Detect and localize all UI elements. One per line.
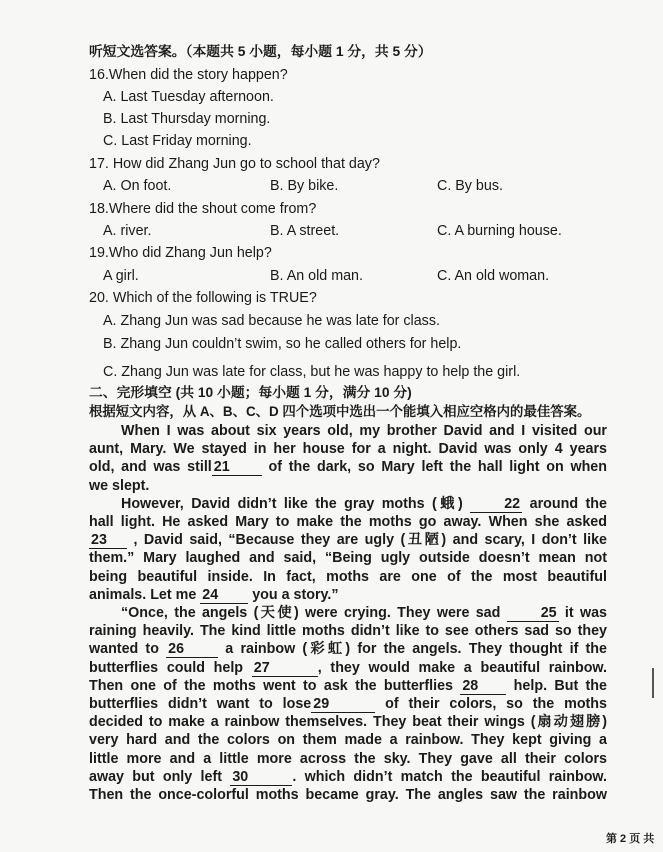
passage-line — [89, 549, 607, 567]
passage-text: “Once, the angels (天使) were crying. They were sad — [121, 605, 507, 622]
q20-option-b: B. Zhang Jun couldn’t swim, so he called others for help. — [103, 336, 462, 352]
passage-line — [89, 586, 607, 604]
passage-text: old, and was still — [89, 459, 212, 476]
q18-option-b: B. A street. — [270, 223, 340, 239]
passage-line — [89, 440, 607, 458]
passage-text: we slept. — [89, 477, 150, 494]
q17-option-c: C. By bus. — [437, 178, 503, 194]
question-16: 16.When did the story happen? — [89, 67, 288, 83]
passage-line — [89, 604, 607, 622]
q17-option-b: B. By bike. — [270, 178, 339, 194]
passage-line — [89, 622, 607, 640]
page-footer: 第 2 页 共 — [606, 833, 655, 845]
q16-option-b: B. Last Thursday morning. — [103, 111, 271, 127]
passage-line — [89, 677, 607, 695]
blank-29: 29 — [311, 697, 375, 713]
blank-27: 27 — [252, 661, 318, 677]
passage-line — [89, 495, 607, 513]
blank-26: 26 — [166, 642, 218, 658]
passage-text: you a story.” — [248, 586, 339, 603]
blank-24: 24 — [200, 588, 248, 604]
passage-text: little more and a little more across the sky. They gave all their colors — [89, 750, 607, 767]
q16-option-a: A. Last Tuesday afternoon. — [103, 89, 274, 105]
passage-line — [89, 695, 607, 713]
passage-text: Then the once-colorful moths became gray. The angles saw the rainbow — [89, 787, 607, 804]
passage-text: raining heavily. The kind little moths didn’t like to see others sad so they — [89, 623, 607, 640]
passage-text: butterflies didn’t want to lose — [89, 696, 312, 713]
passage-text: it was — [558, 605, 607, 622]
passage-text: help. But the — [506, 677, 607, 694]
passage-line — [89, 477, 607, 495]
passage-text: being beautiful inside. In fact, moths are one of the most beautiful — [89, 568, 607, 585]
passage-text: very hard and the colors on them made a rainbow. They kept giving a — [89, 732, 607, 749]
passage-text: aunt, Mary. We stayed in her house for a night. David was only 4 years — [89, 441, 607, 458]
section2-instruction: 根据短文内容，从 A、B、C、D 四个选项中选出一个能填入相应空格内的最佳答案。 — [89, 404, 591, 419]
passage-text: However, David didn’t like the gray moths (蛾) — [121, 495, 471, 512]
passage-text: . which didn’t match the beautiful rainbow. — [292, 768, 607, 785]
question-17: 17. How did Zhang Jun go to school that day? — [89, 156, 380, 172]
margin-mark — [652, 668, 654, 698]
blank-30: 30 — [230, 770, 292, 786]
q20-option-a: A. Zhang Jun was sad because he was late for class. — [103, 313, 440, 329]
passage-text: When I was about six years old, my brother David and I visited our — [121, 423, 607, 439]
passage-text: wanted to — [89, 641, 167, 658]
section2-header: 二、完形填空 (共 10 小题；每小题 1 分，满分 10 分) — [89, 385, 412, 400]
q20-option-c: C. Zhang Jun was late for class, but he was happy to help the girl. — [103, 364, 521, 380]
blank-21: 21 — [212, 460, 262, 476]
q19-option-b: B. An old man. — [270, 268, 363, 284]
passage-text: a rainbow (彩虹) for the angels. They thought if the — [218, 641, 607, 658]
passage-text: , they would make a beautiful rainbow. — [317, 659, 607, 676]
q19-option-c: C. An old woman. — [437, 268, 550, 284]
passage-text: Then one of the moths went to ask the butterflies — [89, 677, 461, 694]
q17-option-a: A. On foot. — [103, 178, 172, 194]
passage-text: , David said, “Because they are ugly (丑陋) and scary, I don’t like — [127, 532, 607, 549]
q16-option-c: C. Last Friday morning. — [103, 133, 252, 149]
question-19: 19.Who did Zhang Jun help? — [89, 245, 272, 261]
passage-text: away but only left — [89, 768, 231, 785]
passage-line — [89, 513, 607, 531]
passage-text: of their colors, so the moths — [375, 696, 607, 713]
q18-option-c: C. A burning house. — [437, 223, 562, 239]
question-20: 20. Which of the following is TRUE? — [89, 290, 317, 306]
passage-line — [89, 531, 607, 549]
passage-line — [89, 640, 607, 658]
blank-23: 23 — [89, 533, 127, 549]
passage-line — [89, 422, 607, 440]
blank-28: 28 — [460, 679, 506, 695]
blank-25: 25 — [507, 606, 559, 622]
passage-line — [89, 659, 607, 677]
section1-header: 听短文选答案。（本题共 5 小题，每小题 1 分，共 5 分） — [89, 44, 432, 59]
cloze-passage — [89, 422, 607, 804]
passage-text: of the dark, so Mary left the hall light on when — [261, 459, 607, 476]
passage-line — [89, 768, 607, 786]
passage-text: decided to make a rainbow themselves. They beat their wings (扇动翅膀) — [89, 714, 607, 731]
passage-line — [89, 713, 607, 731]
q18-option-a: A. river. — [103, 223, 152, 239]
passage-line — [89, 731, 607, 749]
question-18: 18.Where did the shout come from? — [89, 201, 317, 217]
passage-text: hall light. He asked Mary to make the moths go away. When she asked — [89, 514, 607, 531]
passage-text: butterflies could help — [89, 659, 252, 676]
passage-line — [89, 568, 607, 586]
passage-text: them.” Mary laughed and said, “Being ugly outside doesn’t mean not — [89, 550, 607, 567]
blank-22: 22 — [470, 497, 522, 513]
passage-line — [89, 750, 607, 768]
q19-option-a: A girl. — [103, 268, 139, 284]
passage-text: animals. Let me — [89, 586, 201, 603]
passage-text: around the — [522, 495, 607, 512]
passage-line — [89, 458, 607, 476]
passage-line — [89, 786, 607, 804]
